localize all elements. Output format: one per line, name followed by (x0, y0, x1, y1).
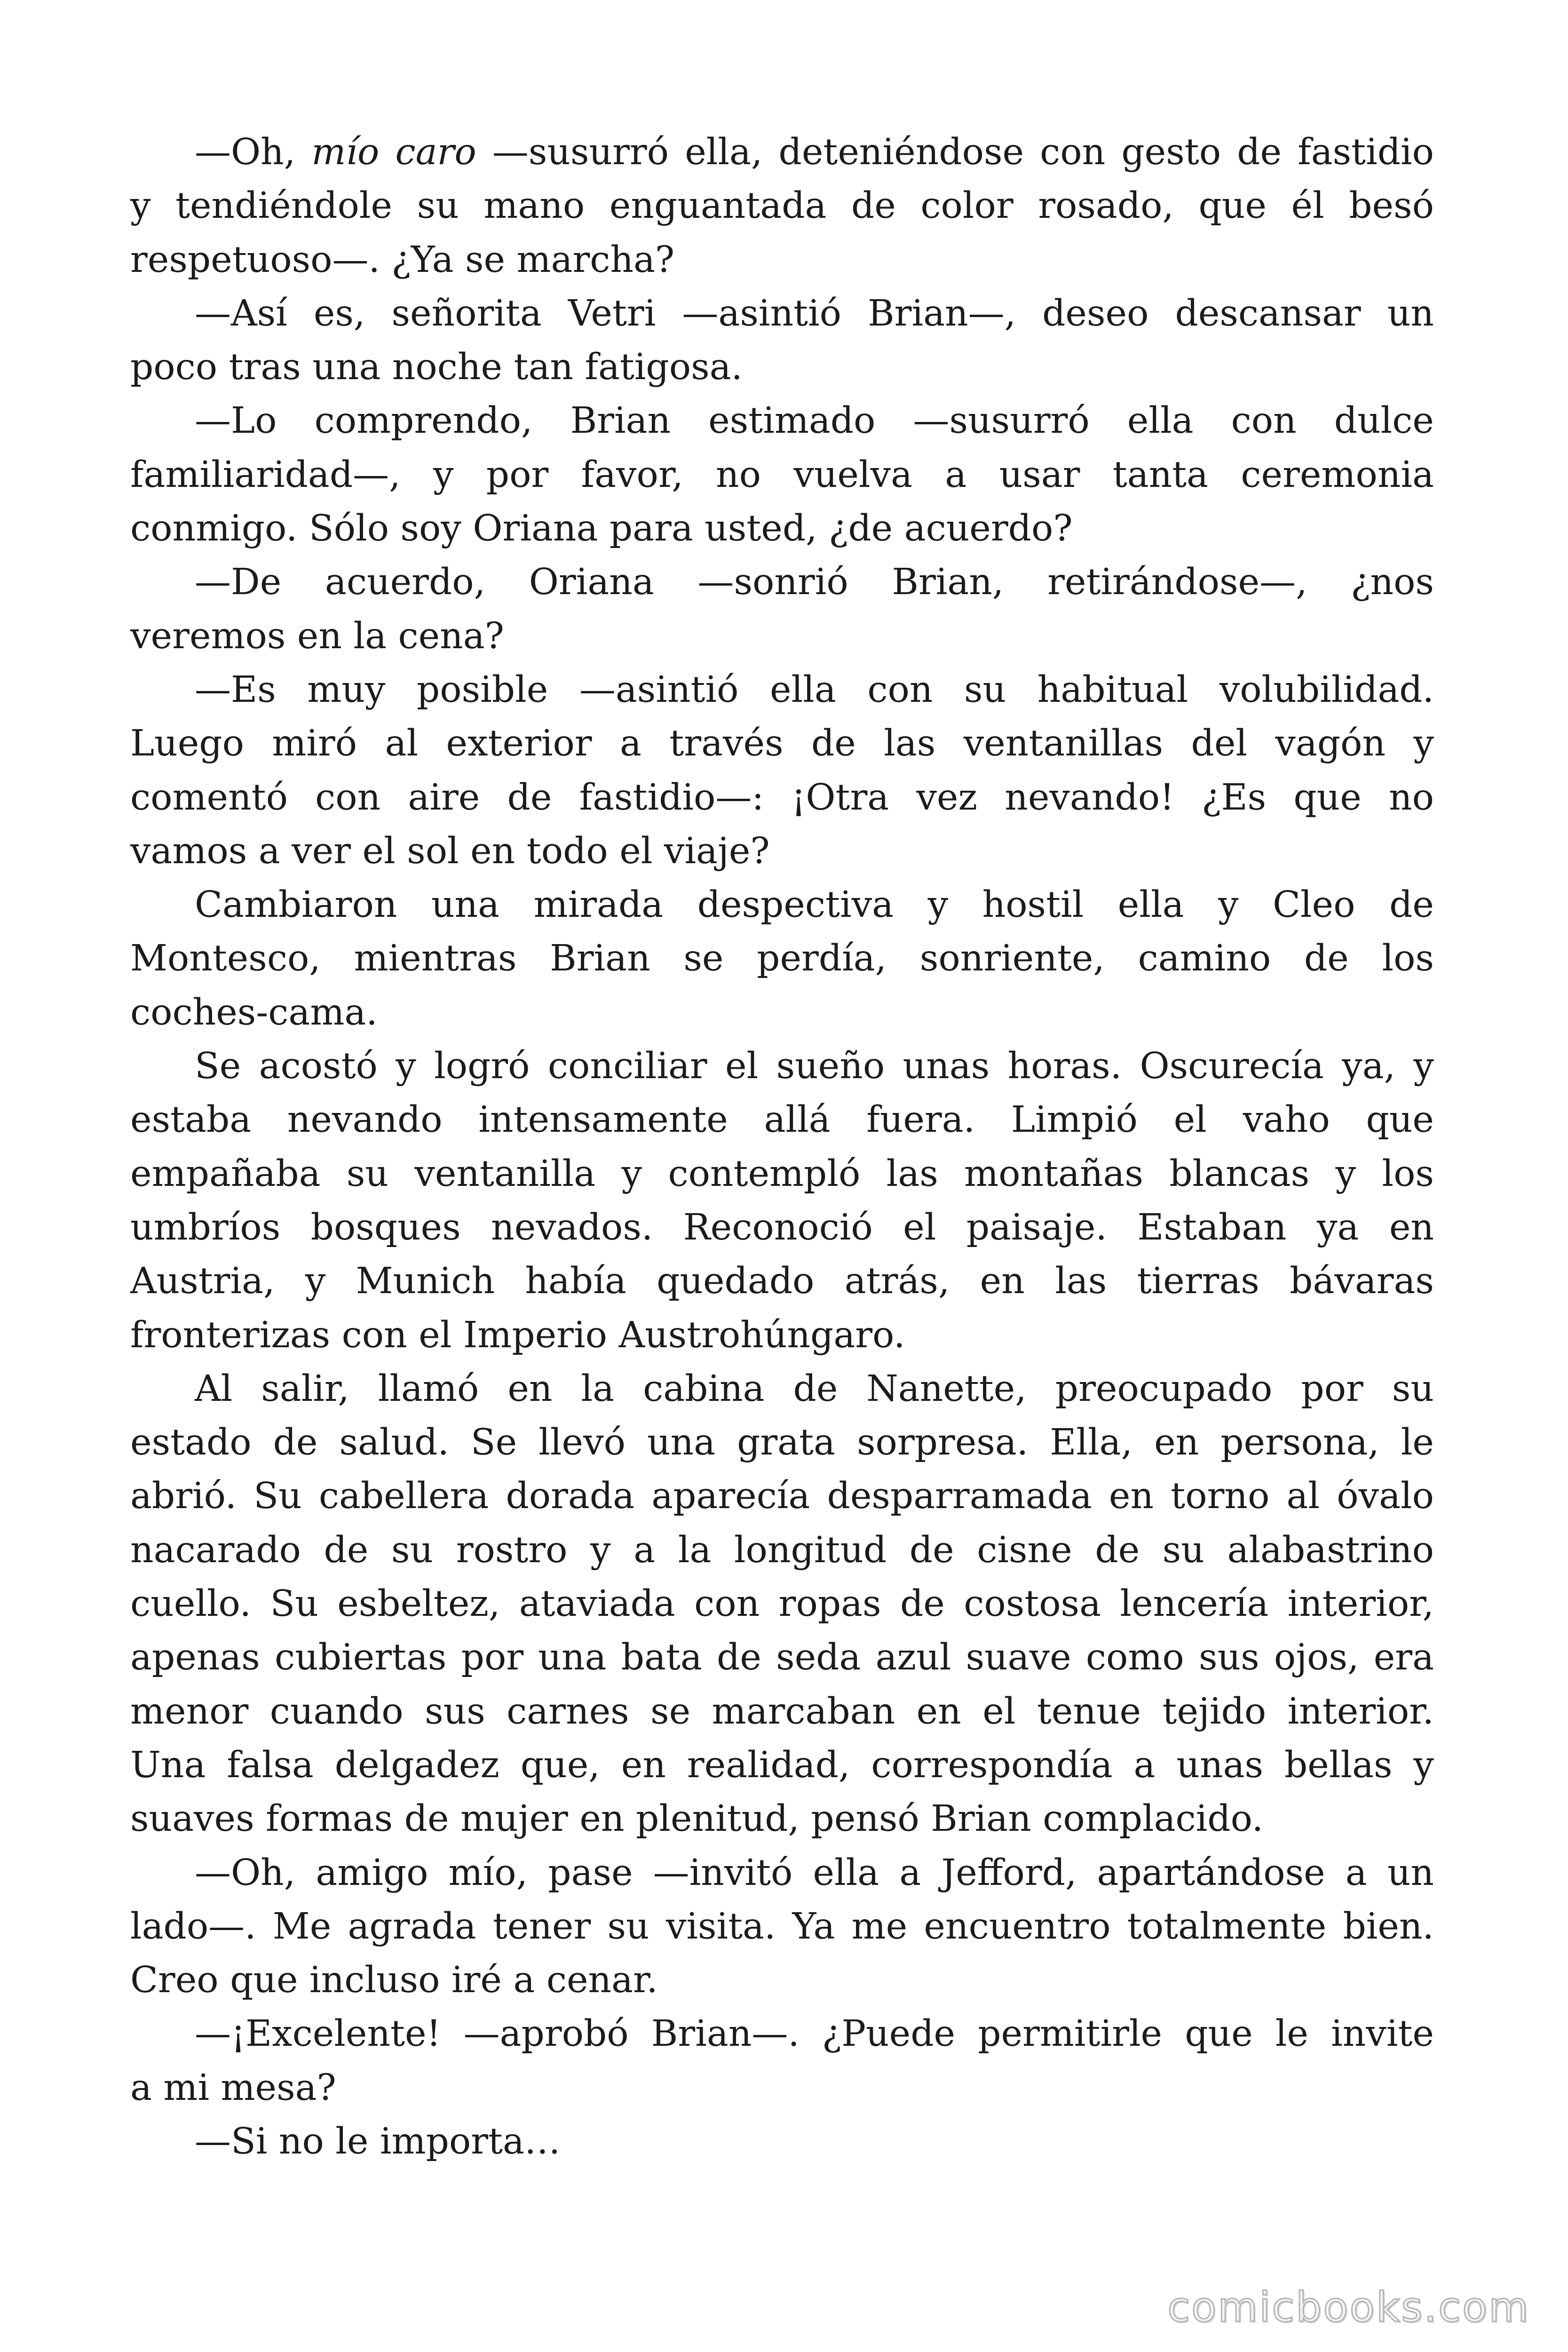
text-line (130, 1954, 1434, 2007)
text-line (130, 556, 1434, 609)
paragraph (130, 556, 1434, 663)
paragraph (130, 1362, 1434, 1846)
line-text: Montesco, mientras Brian se perdía, sonriente, camino de los (130, 938, 1434, 980)
line-text: Al salir, llamó en la cabina de Nanette, preocupado por su (195, 1367, 1434, 1410)
text-line (130, 932, 1434, 985)
text-line (130, 610, 1434, 663)
text-line (130, 663, 1434, 717)
line-text: estado de salud. Se llevó una grata sorpresa. Ella, en persona, le (130, 1422, 1434, 1464)
line-text: Luego miró al exterior a través de las ventanillas del vagón y (130, 723, 1434, 765)
text-line (130, 2007, 1434, 2061)
line-text: apenas cubiertas por una bata de seda azul suave como sus ojos, era (130, 1637, 1434, 1679)
line-text: veremos en la cena? (130, 615, 504, 657)
line-text: coches-cama. (130, 991, 378, 1033)
line-text: —Oh, amigo mío, pase —invitó ella a Jefford, apartándose a un (195, 1851, 1434, 1894)
text-line (130, 1524, 1434, 1577)
line-text: conmigo. Sólo soy Oriana para usted, ¿de acuerdo? (130, 508, 1073, 550)
text-segment: —Oh, (195, 131, 312, 173)
line-text: y tendiéndole su mano enguantada de color rosado, que él besó (130, 185, 1434, 227)
paragraph (130, 663, 1434, 878)
text-line (130, 448, 1434, 502)
paragraph (130, 1040, 1434, 1362)
text-line (130, 878, 1434, 932)
text-line (130, 2061, 1434, 2115)
line-text: familiaridad—, y por favor, no vuelva a usar tanta ceremonia (130, 453, 1434, 496)
line-text: comentó con aire de fastidio—: ¡Otra vez nevando! ¿Es que no (130, 776, 1434, 818)
text-line (130, 179, 1434, 233)
line-text: cuello. Su esbeltez, ataviada con ropas de costosa lencería interior, (130, 1583, 1434, 1625)
text-line (130, 1631, 1434, 1685)
text-line (130, 825, 1434, 878)
paragraph (130, 287, 1434, 395)
text-line (130, 233, 1434, 287)
text-line (130, 1093, 1434, 1147)
line-text: respetuoso—. ¿Ya se marcha? (130, 238, 675, 281)
line-text: nacarado de su rostro y a la longitud de cisne de su alabastrino (130, 1529, 1434, 1571)
text-line (130, 1846, 1434, 1900)
line-text: Austria, y Munich había quedado atrás, en las tierras bávaras (130, 1260, 1434, 1303)
line-text: Cambiaron una mirada despectiva y hostil ella y Cleo de (195, 884, 1434, 926)
text-line (130, 1577, 1434, 1631)
line-text: —Lo comprendo, Brian estimado —susurró ella con dulce (195, 400, 1434, 442)
text-line (130, 1416, 1434, 1470)
text-line (130, 394, 1434, 448)
line-text: abrió. Su cabellera dorada aparecía desparramada en torno al óvalo (130, 1475, 1434, 1518)
line-text: umbríos bosques nevados. Reconoció el paisaje. Estaban ya en (130, 1206, 1434, 1248)
paragraph (130, 2115, 1434, 2169)
text-line (130, 771, 1434, 825)
text-line (130, 341, 1434, 394)
text-line (130, 1040, 1434, 1093)
paragraph (130, 2007, 1434, 2115)
text-line (130, 1255, 1434, 1308)
line-text: Creo que incluso iré a cenar. (130, 1959, 658, 2002)
line-text: Una falsa delgadez que, en realidad, correspondía a unas bellas y (130, 1744, 1434, 1786)
text-line (130, 1147, 1434, 1201)
text-segment: —susurró ella, deteniéndose con gesto de fastidio (476, 131, 1434, 173)
line-text: —Si no le importa… (195, 2120, 561, 2162)
line-text: lado—. Me agrada tener su visita. Ya me encuentro totalmente bien. (130, 1905, 1434, 1947)
text-block (130, 126, 1434, 2169)
text-line (130, 986, 1434, 1040)
text-line (130, 502, 1434, 556)
text-line (130, 1201, 1434, 1255)
paragraph (130, 126, 1434, 287)
line-text: —¡Excelente! —aprobó Brian—. ¿Puede permitirle que le invite (195, 2013, 1434, 2055)
text-line (130, 287, 1434, 341)
line-text: suaves formas de mujer en plenitud, pensó Brian complacido. (130, 1798, 1264, 1840)
line-text: poco tras una noche tan fatigosa. (130, 346, 743, 389)
text-line (130, 1309, 1434, 1362)
line-text: vamos a ver el sol en todo el viaje? (130, 830, 770, 872)
text-line (130, 126, 1434, 179)
text-line (130, 1685, 1434, 1739)
line-text: empañaba su ventanilla y contempló las montañas blancas y los (130, 1152, 1434, 1195)
line-text (195, 131, 1434, 173)
paragraph (130, 394, 1434, 556)
text-line (130, 1792, 1434, 1846)
text-line (130, 2115, 1434, 2169)
text-line (130, 1362, 1434, 1416)
text-line (130, 1739, 1434, 1792)
text-line (130, 1900, 1434, 1954)
text-line (130, 717, 1434, 771)
line-text: a mi mesa? (130, 2066, 336, 2109)
line-text: —Así es, señorita Vetri —asintió Brian—, deseo descansar un (195, 292, 1434, 334)
paragraph (130, 878, 1434, 1040)
line-text: fronterizas con el Imperio Austrohúngaro. (130, 1314, 905, 1356)
italic-text: mío caro (311, 131, 476, 173)
line-text: menor cuando sus carnes se marcaban en el tenue tejido interior. (130, 1690, 1434, 1732)
line-text: —De acuerdo, Oriana —sonrió Brian, retirándose—, ¿nos (195, 561, 1434, 604)
line-text: Se acostó y logró conciliar el sueño unas horas. Oscurecía ya, y (195, 1045, 1434, 1088)
text-line (130, 1470, 1434, 1523)
watermark: comicbooks.com (1167, 2283, 1530, 2331)
line-text: estaba nevando intensamente allá fuera. Limpió el vaho que (130, 1099, 1434, 1141)
paragraph (130, 1846, 1434, 2008)
line-text: —Es muy posible —asintió ella con su habitual volubilidad. (195, 668, 1434, 711)
